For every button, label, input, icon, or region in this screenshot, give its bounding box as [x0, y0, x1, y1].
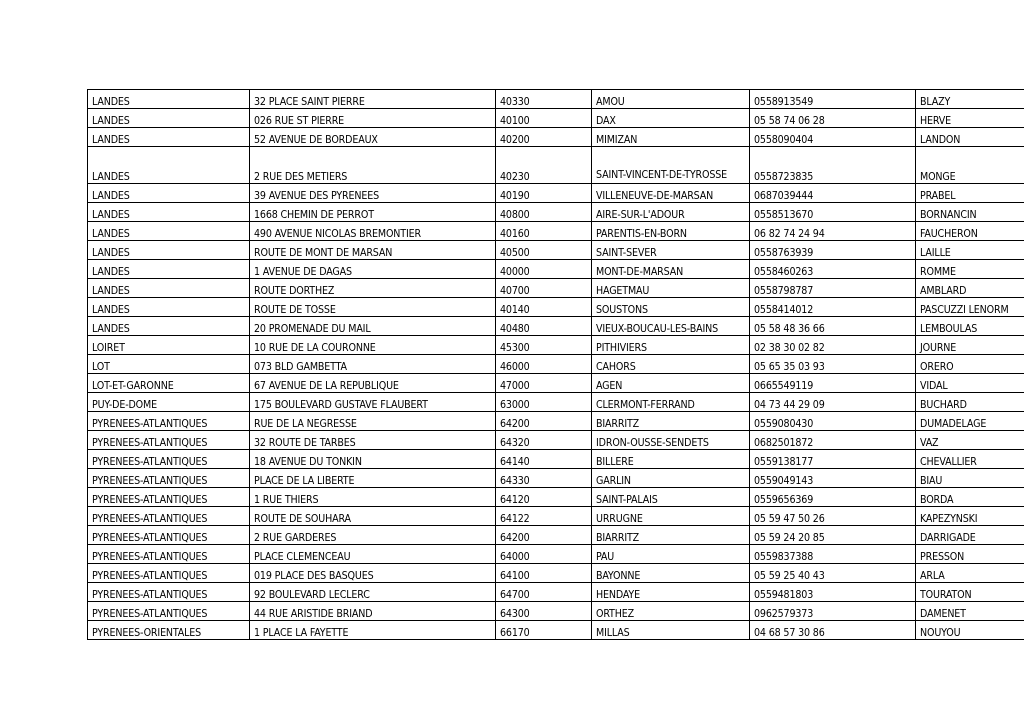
department-cell: PYRENEES-ATLANTIQUES [88, 469, 250, 488]
department-cell: PYRENEES-ATLANTIQUES [88, 602, 250, 621]
department-cell: LANDES [88, 241, 250, 260]
name-cell: PRESSON [916, 545, 1024, 564]
name-cell: DUMADELAGE [916, 412, 1024, 431]
name-cell: CHEVALLIER [916, 450, 1024, 469]
phone-cell: 0962579373 [750, 602, 916, 621]
table-row [88, 583, 1024, 602]
phone-cell: 05 58 74 06 28 [750, 109, 916, 128]
address-cell: 490 AVENUE NICOLAS BREMONTIER [250, 222, 496, 241]
address-cell: 39 AVENUE DES PYRENEES [250, 184, 496, 203]
table-row [88, 298, 1024, 317]
address-cell: 2 RUE DES METIERS [250, 147, 496, 184]
name-cell: LANDON [916, 128, 1024, 147]
department-cell: LANDES [88, 109, 250, 128]
department-cell: LANDES [88, 222, 250, 241]
city-cell: AMOU [592, 90, 750, 109]
postcode-cell: 40800 [496, 203, 592, 222]
phone-cell: 0559837388 [750, 545, 916, 564]
city-cell: CAHORS [592, 355, 750, 374]
table-row [88, 469, 1024, 488]
postcode-cell: 64120 [496, 488, 592, 507]
postcode-cell: 63000 [496, 393, 592, 412]
table-row [88, 393, 1024, 412]
address-cell: ROUTE DORTHEZ [250, 279, 496, 298]
table-row [88, 260, 1024, 279]
department-cell: LANDES [88, 298, 250, 317]
phone-cell: 0558763939 [750, 241, 916, 260]
city-cell: BILLERE [592, 450, 750, 469]
name-cell: BORDA [916, 488, 1024, 507]
phone-cell: 0559481803 [750, 583, 916, 602]
postcode-cell: 40330 [496, 90, 592, 109]
name-cell: VIDAL [916, 374, 1024, 393]
address-cell: RUE DE LA NEGRESSE [250, 412, 496, 431]
address-cell: 026 RUE ST PIERRE [250, 109, 496, 128]
phone-cell: 0559080430 [750, 412, 916, 431]
table-row [88, 128, 1024, 147]
name-cell: PASCUZZI LENORM [916, 298, 1024, 317]
table-row [88, 564, 1024, 583]
phone-cell: 06 82 74 24 94 [750, 222, 916, 241]
postcode-cell: 46000 [496, 355, 592, 374]
name-cell: PRABEL [916, 184, 1024, 203]
address-cell: 52 AVENUE DE BORDEAUX [250, 128, 496, 147]
name-cell: ROMME [916, 260, 1024, 279]
department-cell: PYRENEES-ATLANTIQUES [88, 431, 250, 450]
address-cell: 44 RUE ARISTIDE BRIAND [250, 602, 496, 621]
phone-cell: 05 59 25 40 43 [750, 564, 916, 583]
table-row [88, 279, 1024, 298]
city-cell: PARENTIS-EN-BORN [592, 222, 750, 241]
department-cell: PYRENEES-ATLANTIQUES [88, 564, 250, 583]
city-cell: BIARRITZ [592, 412, 750, 431]
department-cell: PYRENEES-ATLANTIQUES [88, 526, 250, 545]
postcode-cell: 40190 [496, 184, 592, 203]
table-row [88, 545, 1024, 564]
city-cell: CLERMONT-FERRAND [592, 393, 750, 412]
address-table [87, 89, 1024, 640]
table-row [88, 184, 1024, 203]
department-cell: LANDES [88, 260, 250, 279]
city-cell: HAGETMAU [592, 279, 750, 298]
phone-cell: 02 38 30 02 82 [750, 336, 916, 355]
city-cell: BAYONNE [592, 564, 750, 583]
city-cell: AIRE-SUR-L'ADOUR [592, 203, 750, 222]
city-cell: HENDAYE [592, 583, 750, 602]
name-cell: BIAU [916, 469, 1024, 488]
table-row [88, 374, 1024, 393]
phone-cell: 05 59 24 20 85 [750, 526, 916, 545]
table-row [88, 355, 1024, 374]
address-cell: 175 BOULEVARD GUSTAVE FLAUBERT [250, 393, 496, 412]
phone-cell: 0558414012 [750, 298, 916, 317]
address-cell: 32 ROUTE DE TARBES [250, 431, 496, 450]
name-cell: FAUCHERON [916, 222, 1024, 241]
department-cell: PYRENEES-ATLANTIQUES [88, 488, 250, 507]
address-cell: 20 PROMENADE DU MAIL [250, 317, 496, 336]
address-cell: 073 BLD GAMBETTA [250, 355, 496, 374]
phone-cell: 0559656369 [750, 488, 916, 507]
address-cell: ROUTE DE MONT DE MARSAN [250, 241, 496, 260]
address-cell: 32 PLACE SAINT PIERRE [250, 90, 496, 109]
department-cell: LANDES [88, 90, 250, 109]
postcode-cell: 40230 [496, 147, 592, 184]
name-cell: JOURNE [916, 336, 1024, 355]
department-cell: PYRENEES-ATLANTIQUES [88, 412, 250, 431]
department-cell: LANDES [88, 147, 250, 184]
address-cell: 2 RUE GARDERES [250, 526, 496, 545]
postcode-cell: 64320 [496, 431, 592, 450]
address-cell: 019 PLACE DES BASQUES [250, 564, 496, 583]
table-row [88, 203, 1024, 222]
address-cell: 10 RUE DE LA COURONNE [250, 336, 496, 355]
phone-cell: 0682501872 [750, 431, 916, 450]
city-cell: DAX [592, 109, 750, 128]
name-cell: ORERO [916, 355, 1024, 374]
table-row [88, 147, 1024, 184]
name-cell: KAPEZYNSKI [916, 507, 1024, 526]
postcode-cell: 64122 [496, 507, 592, 526]
address-cell: 1 PLACE LA FAYETTE [250, 621, 496, 640]
postcode-cell: 47000 [496, 374, 592, 393]
city-cell: IDRON-OUSSE-SENDETS [592, 431, 750, 450]
address-cell: 1 RUE THIERS [250, 488, 496, 507]
city-cell: PITHIVIERS [592, 336, 750, 355]
postcode-cell: 64140 [496, 450, 592, 469]
phone-cell: 0558798787 [750, 279, 916, 298]
department-cell: LANDES [88, 184, 250, 203]
phone-cell: 0559138177 [750, 450, 916, 469]
name-cell: LAILLE [916, 241, 1024, 260]
department-cell: LOIRET [88, 336, 250, 355]
address-cell: ROUTE DE SOUHARA [250, 507, 496, 526]
city-cell: SAINT-SEVER [592, 241, 750, 260]
table-row [88, 336, 1024, 355]
city-cell: AGEN [592, 374, 750, 393]
address-cell: PLACE CLEMENCEAU [250, 545, 496, 564]
postcode-cell: 40000 [496, 260, 592, 279]
phone-cell: 0558913549 [750, 90, 916, 109]
department-cell: LANDES [88, 279, 250, 298]
table-row [88, 90, 1024, 109]
name-cell: DAMENET [916, 602, 1024, 621]
city-cell: MILLAS [592, 621, 750, 640]
department-cell: PYRENEES-ATLANTIQUES [88, 507, 250, 526]
table-row [88, 241, 1024, 260]
name-cell: ARLA [916, 564, 1024, 583]
city-cell: PAU [592, 545, 750, 564]
table-row [88, 109, 1024, 128]
department-cell: LANDES [88, 317, 250, 336]
table-body [88, 90, 1024, 640]
name-cell: AMBLARD [916, 279, 1024, 298]
address-cell: 1 AVENUE DE DAGAS [250, 260, 496, 279]
department-cell: PYRENEES-ATLANTIQUES [88, 545, 250, 564]
department-cell: LANDES [88, 128, 250, 147]
table-row [88, 317, 1024, 336]
phone-cell: 0687039444 [750, 184, 916, 203]
name-cell: MONGE [916, 147, 1024, 184]
postcode-cell: 64700 [496, 583, 592, 602]
city-cell: VILLENEUVE-DE-MARSAN [592, 184, 750, 203]
city-cell: GARLIN [592, 469, 750, 488]
name-cell: BUCHARD [916, 393, 1024, 412]
address-cell: 67 AVENUE DE LA REPUBLIQUE [250, 374, 496, 393]
address-cell: ROUTE DE TOSSE [250, 298, 496, 317]
postcode-cell: 64000 [496, 545, 592, 564]
table-row [88, 507, 1024, 526]
city-cell: MIMIZAN [592, 128, 750, 147]
name-cell: HERVE [916, 109, 1024, 128]
table-row [88, 526, 1024, 545]
phone-cell: 05 59 47 50 26 [750, 507, 916, 526]
table-row [88, 431, 1024, 450]
city-cell: SAINT-VINCENT-DE-TYROSSE [592, 147, 750, 184]
postcode-cell: 66170 [496, 621, 592, 640]
city-cell: SAINT-PALAIS [592, 488, 750, 507]
postcode-cell: 40700 [496, 279, 592, 298]
phone-cell: 0558090404 [750, 128, 916, 147]
phone-cell: 0558460263 [750, 260, 916, 279]
address-cell: 18 AVENUE DU TONKIN [250, 450, 496, 469]
table-row [88, 602, 1024, 621]
postcode-cell: 40480 [496, 317, 592, 336]
table-row [88, 222, 1024, 241]
name-cell: DARRIGADE [916, 526, 1024, 545]
city-cell: BIARRITZ [592, 526, 750, 545]
city-cell: URRUGNE [592, 507, 750, 526]
postcode-cell: 64330 [496, 469, 592, 488]
address-cell: PLACE DE LA LIBERTE [250, 469, 496, 488]
phone-cell: 04 73 44 29 09 [750, 393, 916, 412]
name-cell: LEMBOULAS [916, 317, 1024, 336]
name-cell: TOURATON [916, 583, 1024, 602]
department-cell: LOT-ET-GARONNE [88, 374, 250, 393]
name-cell: NOUYOU [916, 621, 1024, 640]
postcode-cell: 40100 [496, 109, 592, 128]
postcode-cell: 64200 [496, 412, 592, 431]
department-cell: PUY-DE-DOME [88, 393, 250, 412]
city-cell: MONT-DE-MARSAN [592, 260, 750, 279]
phone-cell: 0665549119 [750, 374, 916, 393]
postcode-cell: 64100 [496, 564, 592, 583]
postcode-cell: 40160 [496, 222, 592, 241]
name-cell: BLAZY [916, 90, 1024, 109]
department-cell: PYRENEES-ATLANTIQUES [88, 450, 250, 469]
department-cell: PYRENEES-ATLANTIQUES [88, 583, 250, 602]
address-cell: 92 BOULEVARD LECLERC [250, 583, 496, 602]
table-row [88, 450, 1024, 469]
phone-cell: 05 58 48 36 66 [750, 317, 916, 336]
city-cell: VIEUX-BOUCAU-LES-BAINS [592, 317, 750, 336]
name-cell: VAZ [916, 431, 1024, 450]
table-row [88, 412, 1024, 431]
table-row [88, 621, 1024, 640]
phone-cell: 0559049143 [750, 469, 916, 488]
phone-cell: 05 65 35 03 93 [750, 355, 916, 374]
postcode-cell: 64200 [496, 526, 592, 545]
postcode-cell: 64300 [496, 602, 592, 621]
name-cell: BORNANCIN [916, 203, 1024, 222]
postcode-cell: 40500 [496, 241, 592, 260]
postcode-cell: 40200 [496, 128, 592, 147]
department-cell: LANDES [88, 203, 250, 222]
postcode-cell: 45300 [496, 336, 592, 355]
city-cell: SOUSTONS [592, 298, 750, 317]
department-cell: LOT [88, 355, 250, 374]
phone-cell: 0558513670 [750, 203, 916, 222]
table-row [88, 488, 1024, 507]
city-cell: ORTHEZ [592, 602, 750, 621]
phone-cell: 04 68 57 30 86 [750, 621, 916, 640]
postcode-cell: 40140 [496, 298, 592, 317]
department-cell: PYRENEES-ORIENTALES [88, 621, 250, 640]
address-cell: 1668 CHEMIN DE PERROT [250, 203, 496, 222]
phone-cell: 0558723835 [750, 147, 916, 184]
